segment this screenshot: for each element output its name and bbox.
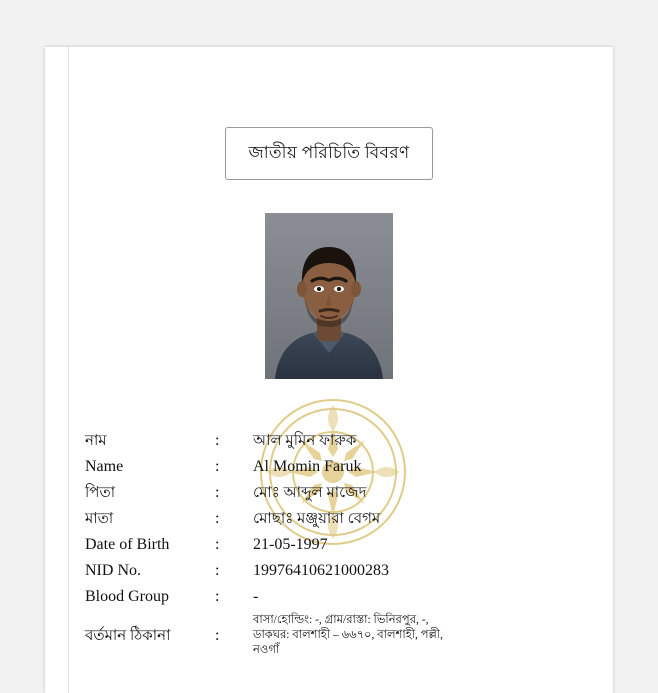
field-value-address [253,613,545,658]
document-page [45,47,613,693]
field-row-present-address [85,613,545,658]
field-separator: : [215,510,220,527]
field-value: মোছাঃ মঞ্জুয়ারা বেগম [253,511,381,527]
page-title: জাতীয় পরিচিতি বিবরণ [248,142,410,162]
address-line: নওগাঁ [253,644,280,656]
field-separator: : [215,432,220,449]
address-line: ডাকঘর: বালশাহী – ৬৬৭০, বালশাহী, পল্লী, [253,629,443,641]
field-row-name-bn [85,429,545,453]
field-row-blood-group [85,585,545,609]
field-label: নাম [85,433,107,449]
field-separator: : [215,562,220,579]
page-margin-line [68,47,69,693]
field-row-father [85,481,545,505]
field-label: পিতা [85,485,116,501]
field-label: মাতা [85,511,114,527]
field-separator: : [215,458,220,475]
field-separator: : [215,484,220,501]
address-line: বাসা/হোল্ডিং: -, গ্রাম/রাস্তা: ভিনিরপুর, -, [253,614,429,626]
field-value: মোঃ আব্দুল মাজেদ [253,485,367,501]
field-row-dob [85,533,545,557]
field-label: বর্তমান ঠিকানা [85,628,171,644]
field-label: NID No. [85,562,141,579]
identity-fields [85,429,545,660]
field-separator: : [215,536,220,553]
document-title-box [225,127,433,180]
field-label: Name [85,458,124,475]
field-separator: : [215,627,220,644]
field-separator: : [215,588,220,605]
portrait-photo [265,213,393,379]
field-row-name-en [85,455,545,479]
field-value: আল মুমিন ফারুক [253,433,357,449]
field-row-nid [85,559,545,583]
field-label: Date of Birth [85,536,170,553]
field-label: Blood Group [85,588,169,605]
field-value: 19976410621000283 [253,562,389,579]
field-value: 21-05-1997 [253,536,328,553]
field-row-mother [85,507,545,531]
field-value: - [253,588,259,605]
field-value: Al Momin Faruk [253,458,362,475]
